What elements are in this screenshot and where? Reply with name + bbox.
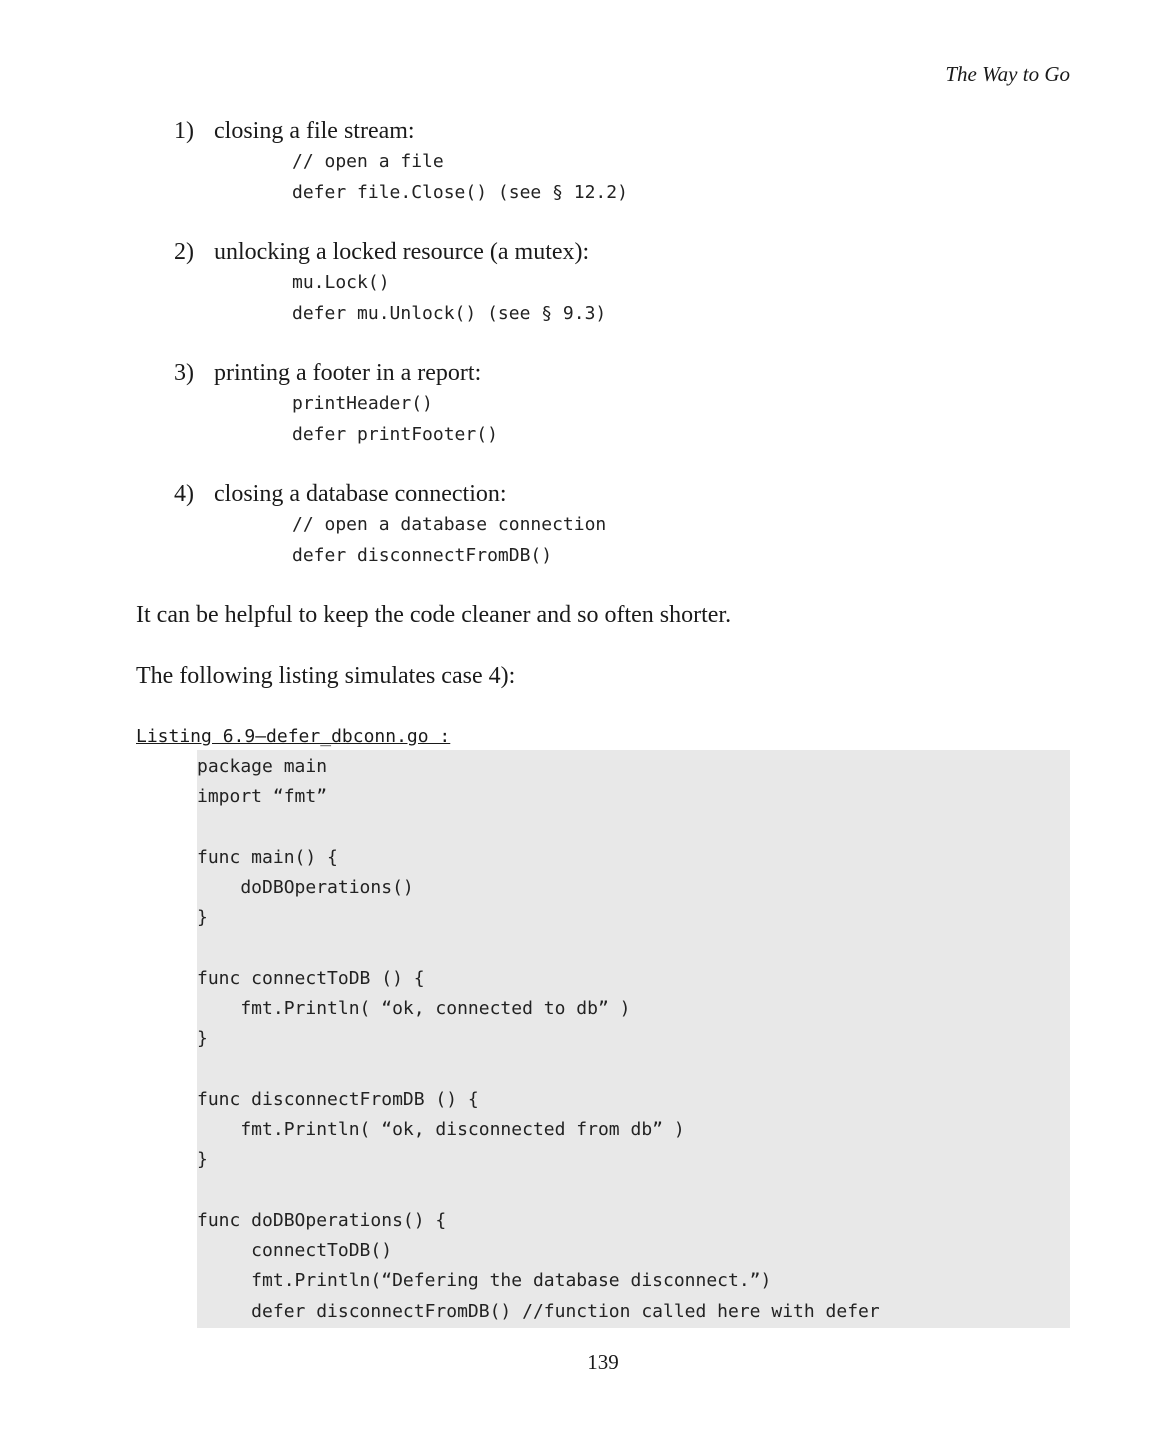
code-listing xyxy=(197,752,880,1327)
code-line: fmt.Println( “ok, connected to db” ) xyxy=(197,998,631,1019)
code-line: } xyxy=(197,1149,208,1171)
code-line: defer disconnectFromDB() //function called here with defer xyxy=(197,1300,880,1322)
item-number: 4) xyxy=(174,481,194,507)
running-head: The Way to Go xyxy=(945,62,1070,86)
item-number: 3) xyxy=(174,360,194,386)
code-line: defer file.Close() (see § 12.2) xyxy=(292,182,628,203)
item-code xyxy=(292,509,1074,571)
item-title: closing a file stream: xyxy=(214,118,415,144)
code-line: // open a file xyxy=(292,151,444,172)
body-paragraph: The following listing simulates case 4): xyxy=(136,663,516,689)
list-item xyxy=(174,358,1074,450)
code-line xyxy=(197,934,880,964)
listing-caption: Listing 6.9—defer_dbconn.go : xyxy=(136,726,451,747)
code-line: import “fmt” xyxy=(197,786,328,808)
code-line: } xyxy=(197,907,208,929)
code-line: func disconnectFromDB () { xyxy=(197,1088,479,1110)
code-line: defer disconnectFromDB() xyxy=(292,545,553,566)
code-line xyxy=(197,813,880,843)
code-line: doDBOperations() xyxy=(197,877,414,898)
list-item xyxy=(174,116,1074,208)
item-code xyxy=(292,388,1074,450)
item-title: unlocking a locked resource (a mutex): xyxy=(214,239,590,265)
item-number: 2) xyxy=(174,239,194,265)
item-code xyxy=(292,267,1074,329)
item-title: closing a database connection: xyxy=(214,481,507,507)
code-line xyxy=(197,1055,880,1085)
code-line: package main xyxy=(197,756,328,777)
code-line: defer mu.Unlock() (see § 9.3) xyxy=(292,303,607,324)
code-line: printHeader() xyxy=(292,393,433,414)
code-line: func connectToDB () { xyxy=(197,967,425,989)
body-paragraph: It can be helpful to keep the code cleaner and so often shorter. xyxy=(136,602,732,628)
code-line: mu.Lock() xyxy=(292,272,390,293)
code-line xyxy=(197,1176,880,1206)
code-line: func doDBOperations() { xyxy=(197,1209,447,1231)
code-line: fmt.Println( “ok, disconnected from db” ) xyxy=(197,1119,685,1140)
code-line: // open a database connection xyxy=(292,514,607,535)
item-number: 1) xyxy=(174,118,194,144)
page-number: 139 xyxy=(587,1350,619,1374)
item-code xyxy=(292,146,1074,208)
code-line: connectToDB() xyxy=(197,1240,393,1261)
list-item xyxy=(174,237,1074,329)
code-line: func main() { xyxy=(197,846,338,868)
code-line: defer printFooter() xyxy=(292,424,498,445)
code-line: } xyxy=(197,1028,208,1050)
code-line: fmt.Println(“Defering the database disconnect.”) xyxy=(197,1270,772,1292)
list-item xyxy=(174,479,1074,571)
item-title: printing a footer in a report: xyxy=(214,360,482,386)
